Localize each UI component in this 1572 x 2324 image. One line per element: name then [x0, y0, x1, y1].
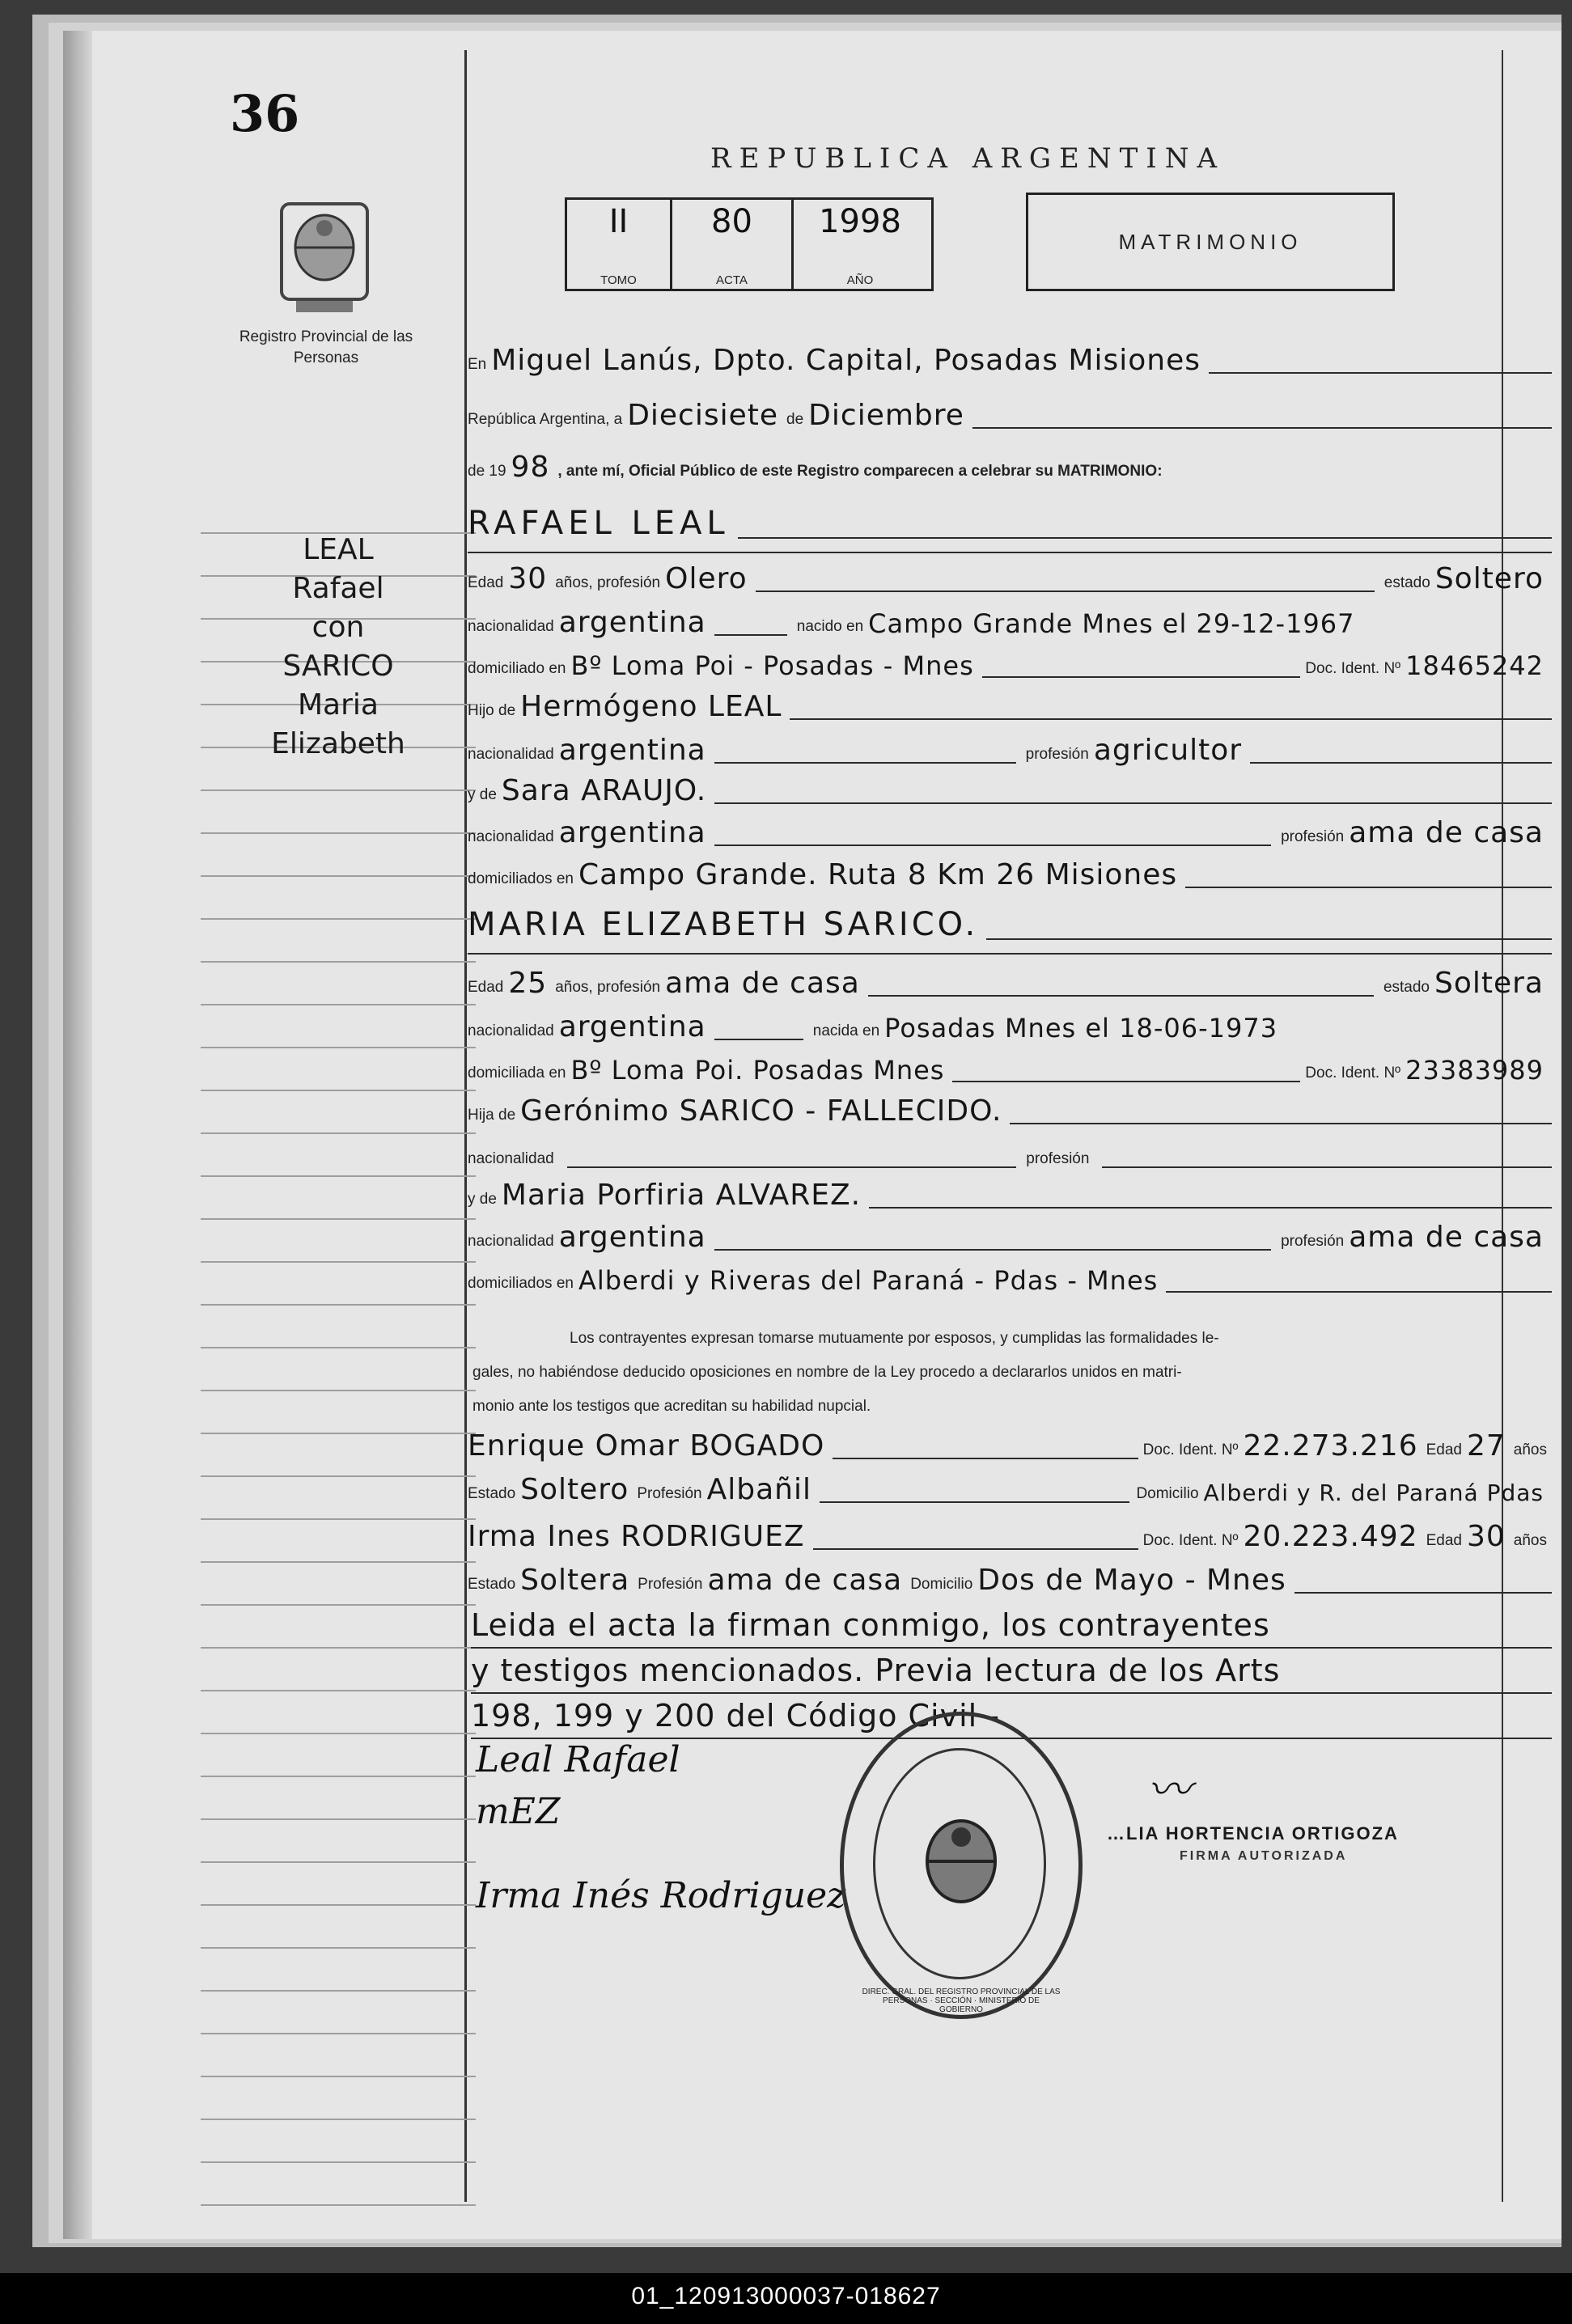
label-domicilio: Domicilio — [1136, 1485, 1199, 1502]
label-anos: años — [1513, 1532, 1547, 1549]
label-profesion: profesión — [1025, 746, 1089, 763]
register-page — [63, 31, 1561, 2239]
label-statement: , ante mí, Oficial Público de este Registro comparecen a celebrar su MATRIMONIO: — [557, 463, 1163, 480]
bride-domicilio: Bº Loma Poi. Posadas Mnes — [570, 1055, 945, 1086]
witness2-profesion: ama de casa — [707, 1564, 903, 1597]
label-edad: Edad — [468, 979, 504, 996]
row-groom-father-details — [468, 728, 1552, 768]
margin-note-line: Rafael — [292, 572, 384, 605]
margin-ruled-line — [201, 1004, 476, 1005]
groom-padres-dom: Campo Grande. Ruta 8 Km 26 Misiones — [578, 858, 1178, 891]
margin-ruled-line — [201, 1904, 476, 1906]
margin-ruled-line — [201, 875, 476, 877]
bride-profesion: ama de casa — [665, 967, 860, 1000]
act-type: MATRIMONIO — [1118, 229, 1303, 254]
margin-ruled-line — [201, 2076, 476, 2077]
margin-ruled-line — [201, 2033, 476, 2034]
margin-ruled-line — [201, 1776, 476, 1777]
label-profesion: profesión — [1281, 828, 1345, 845]
registry-box — [565, 197, 934, 291]
row-groom-mother — [468, 768, 1552, 809]
row-bride-age — [468, 961, 1552, 1001]
margin-ruled-line — [201, 1475, 476, 1477]
row-groom-mother-details — [468, 811, 1552, 851]
signature-groom: Leal Rafael — [476, 1739, 680, 1780]
label-edad: Edad — [468, 574, 504, 591]
label-y-de: y de — [468, 1191, 497, 1208]
margin-ruled-line — [201, 2119, 476, 2120]
label-y-de: y de — [468, 786, 497, 803]
margin-ruled-line — [201, 1947, 476, 1949]
tomo-label: TOMO — [600, 273, 637, 287]
coat-of-arms-icon — [272, 197, 377, 319]
label-profesion: años, profesión — [555, 574, 661, 591]
label-nacionalidad: nacionalidad — [468, 1022, 554, 1039]
row-witness2-name — [468, 1514, 1552, 1555]
value-place: Miguel Lanús, Dpto. Capital, Posadas Misiones — [491, 344, 1201, 377]
act-type-box — [1026, 193, 1395, 291]
witness2-doc: 20.223.492 — [1243, 1520, 1418, 1553]
margin-ruled-line — [201, 1218, 476, 1220]
margin-ruled-line — [201, 1561, 476, 1563]
margin-ruled-line — [201, 832, 476, 834]
margin-ruled-line — [201, 1733, 476, 1734]
margin-ruled-line — [201, 961, 476, 963]
label-estado: estado — [1383, 574, 1430, 591]
witness1-domicilio: Alberdi y R. del Paraná Pdas — [1203, 1479, 1544, 1506]
row-bride-parents-domicile — [468, 1257, 1552, 1297]
row-bride-nationality — [468, 1005, 1552, 1045]
signature-bride: mEZ — [476, 1791, 561, 1832]
groom-doc: 18465242 — [1405, 650, 1544, 681]
label-nacionalidad: nacionalidad — [468, 828, 554, 845]
witness2-edad: 30 — [1466, 1520, 1506, 1553]
country-title: REPUBLICA ARGENTINA — [710, 142, 1226, 175]
witness2-name: Irma Ines RODRIGUEZ — [468, 1520, 805, 1553]
groom-padre-nac: argentina — [558, 734, 706, 767]
label-hija: Hija de — [468, 1107, 516, 1124]
row-bride-mother-details — [468, 1215, 1552, 1255]
bride-nacionalidad: argentina — [558, 1010, 706, 1043]
label-nacionalidad: nacionalidad — [468, 1233, 554, 1250]
official-seal — [840, 1712, 1083, 2019]
declaration-text — [472, 1322, 1549, 1424]
label-estado: Estado — [468, 1576, 516, 1593]
ano-value: 1998 — [819, 203, 901, 240]
ano-label: AÑO — [846, 273, 874, 287]
row-witness2-details — [468, 1558, 1552, 1598]
tomo-cell — [567, 200, 672, 289]
margin-note-line: Maria — [298, 688, 379, 722]
label-en: En — [468, 356, 487, 373]
label-edad: Edad — [1426, 1441, 1462, 1458]
bride-nacida: Posadas Mnes el 18-06-1973 — [884, 1013, 1278, 1043]
margin-note-line: Elizabeth — [271, 727, 405, 760]
margin-ruled-line — [201, 1347, 476, 1348]
acta-value: 80 — [711, 203, 752, 240]
witness1-name: Enrique Omar BOGADO — [468, 1429, 825, 1463]
seal-text: DIREC. GRAL. DEL REGISTRO PROVINCIAL DE LAS PERSONAS · SECCIÓN · MINISTERIO DE GOBIERNO — [862, 1987, 1061, 2014]
label-anos: años — [1513, 1441, 1547, 1458]
label-domiciliado: domiciliado en — [468, 660, 566, 677]
row-groom-age — [468, 557, 1552, 597]
margin-ruled-line — [201, 1175, 476, 1177]
margin-ruled-line — [201, 1390, 476, 1391]
margin-ruled-line — [201, 1690, 476, 1691]
groom-madre-prof: ama de casa — [1349, 816, 1544, 849]
value-month: Diciembre — [808, 399, 964, 432]
closing-line: Leida el acta la firman conmigo, los contrayentes — [471, 1603, 1552, 1649]
witness1-profesion: Albañil — [706, 1473, 811, 1506]
tomo-value: II — [608, 203, 629, 240]
page-number: 36 — [230, 84, 300, 143]
label-doc: Doc. Ident. Nº — [1305, 1065, 1401, 1082]
label-de: de — [786, 411, 804, 428]
label-domicilio: Domicilio — [910, 1576, 973, 1593]
bride-padres-dom: Alberdi y Riveras del Paraná - Pdas - Mnes — [578, 1265, 1159, 1296]
row-witness1-details — [468, 1467, 1552, 1508]
page-fold-shadow — [63, 31, 92, 2239]
margin-ruled-line — [201, 1818, 476, 1820]
acta-cell — [672, 200, 794, 289]
row-place — [468, 338, 1552, 379]
value-day: Diecisiete — [627, 399, 779, 432]
groom-nacido: Campo Grande Mnes el 29-12-1967 — [868, 608, 1355, 639]
groom-name: RAFAEL LEAL — [468, 505, 730, 542]
row-bride-father-details — [468, 1132, 1552, 1173]
groom-madre-nac: argentina — [558, 816, 706, 849]
row-groom-name — [468, 498, 1552, 544]
margin-ruled-line — [201, 1647, 476, 1649]
bride-edad: 25 — [508, 967, 548, 1000]
margin-ruled-line — [201, 1090, 476, 1091]
label-republica: República Argentina, a — [468, 411, 623, 428]
groom-padre: Hermógeno LEAL — [520, 690, 782, 723]
margin-ruled-line — [201, 789, 476, 791]
groom-edad: 30 — [508, 562, 548, 595]
declaration-line: Los contrayentes expresan tomarse mutuamente por esposos, y cumplidas las formalidades le- — [570, 1330, 1219, 1347]
label-nacido: nacido en — [796, 618, 864, 635]
image-id: 01_120913000037-018627 — [631, 2283, 941, 2309]
row-bride-mother — [468, 1173, 1552, 1213]
label-profesion: profesión — [1026, 1150, 1090, 1167]
margin-ruled-line — [201, 918, 476, 920]
official-signature-mark: 〰 — [1147, 1764, 1191, 1815]
row-bride-domicile — [468, 1047, 1552, 1087]
witness1-estado: Soltero — [520, 1473, 629, 1506]
label-profesion: Profesión — [637, 1485, 702, 1502]
label-estado: Estado — [468, 1485, 516, 1502]
emblem-caption: Registro Provincial de las Personas — [239, 328, 413, 366]
margin-rule-left — [464, 50, 467, 2202]
groom-madre: Sara ARAUJO. — [501, 774, 707, 807]
label-nacida: nacida en — [812, 1022, 880, 1039]
label-doc: Doc. Ident. Nº — [1142, 1441, 1239, 1458]
margin-ruled-line — [201, 1304, 476, 1306]
margin-ruled-line — [201, 2204, 476, 2206]
label-domiciliada: domiciliada en — [468, 1065, 566, 1082]
groom-padre-prof: agricultor — [1093, 734, 1243, 767]
row-year — [468, 445, 1552, 485]
margin-note-line: con — [311, 611, 365, 644]
margin-ruled-line — [201, 2161, 476, 2163]
label-edad: Edad — [1426, 1532, 1462, 1549]
label-nacionalidad: nacionalidad — [468, 746, 554, 763]
closing-statement — [471, 1603, 1552, 1739]
witness1-doc: 22.273.216 — [1243, 1429, 1418, 1463]
witness1-edad: 27 — [1466, 1429, 1506, 1463]
bride-padre: Gerónimo SARICO - FALLECIDO. — [520, 1094, 1002, 1128]
bride-madre: Maria Porfiria ALVAREZ. — [501, 1179, 862, 1212]
witness2-domicilio: Dos de Mayo - Mnes — [977, 1564, 1286, 1597]
official-name: …LIA HORTENCIA ORTIGOZA — [1107, 1823, 1399, 1844]
row-groom-parents-domicile — [468, 853, 1552, 893]
label-estado: estado — [1383, 979, 1430, 996]
bride-name: MARIA ELIZABETH SARICO. — [468, 906, 979, 943]
bride-madre-nac: argentina — [558, 1221, 706, 1254]
bride-madre-prof: ama de casa — [1349, 1221, 1544, 1254]
label-nacionalidad: nacionalidad — [468, 618, 554, 635]
label-domiciliados: domiciliados en — [468, 1275, 574, 1292]
signature-witness: Irma Inés Rodriguez — [476, 1875, 846, 1916]
margin-note-line: SARICO — [282, 650, 394, 683]
closing-line: 198, 199 y 200 del Código Civil - — [471, 1694, 1552, 1739]
row-witness1-name — [468, 1424, 1552, 1464]
groom-estado: Soltero — [1434, 562, 1544, 595]
official-role: FIRMA AUTORIZADA — [1180, 1849, 1348, 1863]
margin-ruled-line — [201, 1861, 476, 1863]
label-doc: Doc. Ident. Nº — [1305, 660, 1401, 677]
groom-nacionalidad: argentina — [558, 606, 706, 639]
seal-emblem-icon — [917, 1813, 1006, 1910]
margin-ruled-line — [201, 1518, 476, 1520]
bride-estado: Soltera — [1434, 967, 1544, 1000]
signatures — [476, 1734, 845, 1922]
row-date — [468, 393, 1552, 434]
label-profesion: profesión — [1281, 1233, 1345, 1250]
groom-domicilio: Bº Loma Poi - Posadas - Mnes — [570, 650, 974, 681]
ano-cell — [794, 200, 926, 289]
label-year-prefix: de 19 — [468, 463, 506, 480]
margin-note — [217, 531, 460, 764]
margin-ruled-line — [201, 1132, 476, 1134]
acta-label: ACTA — [716, 273, 748, 287]
declaration-line: gales, no habiéndose deducido oposiciones en nombre de la Ley procedo a declararlos unidos en matri- — [472, 1364, 1182, 1381]
margin-ruled-line — [201, 1261, 476, 1263]
margin-ruled-line — [201, 1604, 476, 1606]
label-hijo: Hijo de — [468, 702, 516, 719]
margin-ruled-line — [201, 1433, 476, 1434]
declaration-line: monio ante los testigos que acreditan su habilidad nupcial. — [472, 1398, 871, 1415]
row-groom-father — [468, 684, 1552, 725]
row-groom-nationality — [468, 600, 1552, 641]
bride-doc: 23383989 — [1405, 1055, 1544, 1086]
margin-note-line: LEAL — [303, 533, 374, 566]
margin-ruled-line — [201, 1047, 476, 1048]
witness2-estado: Soltera — [520, 1564, 630, 1597]
value-year: 98 — [511, 451, 550, 484]
label-doc: Doc. Ident. Nº — [1142, 1532, 1239, 1549]
label-profesion: años, profesión — [555, 979, 661, 996]
closing-line: y testigos mencionados. Previa lectura de los Arts — [471, 1649, 1552, 1694]
row-groom-domicile — [468, 642, 1552, 683]
label-domiciliados: domiciliados en — [468, 870, 574, 887]
margin-ruled-line — [201, 1990, 476, 1992]
groom-profesion: Olero — [665, 562, 748, 595]
label-nacionalidad: nacionalidad — [468, 1150, 554, 1167]
registry-emblem — [272, 197, 377, 323]
row-bride-name — [468, 900, 1552, 945]
label-profesion: Profesión — [638, 1576, 703, 1593]
row-bride-father — [468, 1089, 1552, 1129]
